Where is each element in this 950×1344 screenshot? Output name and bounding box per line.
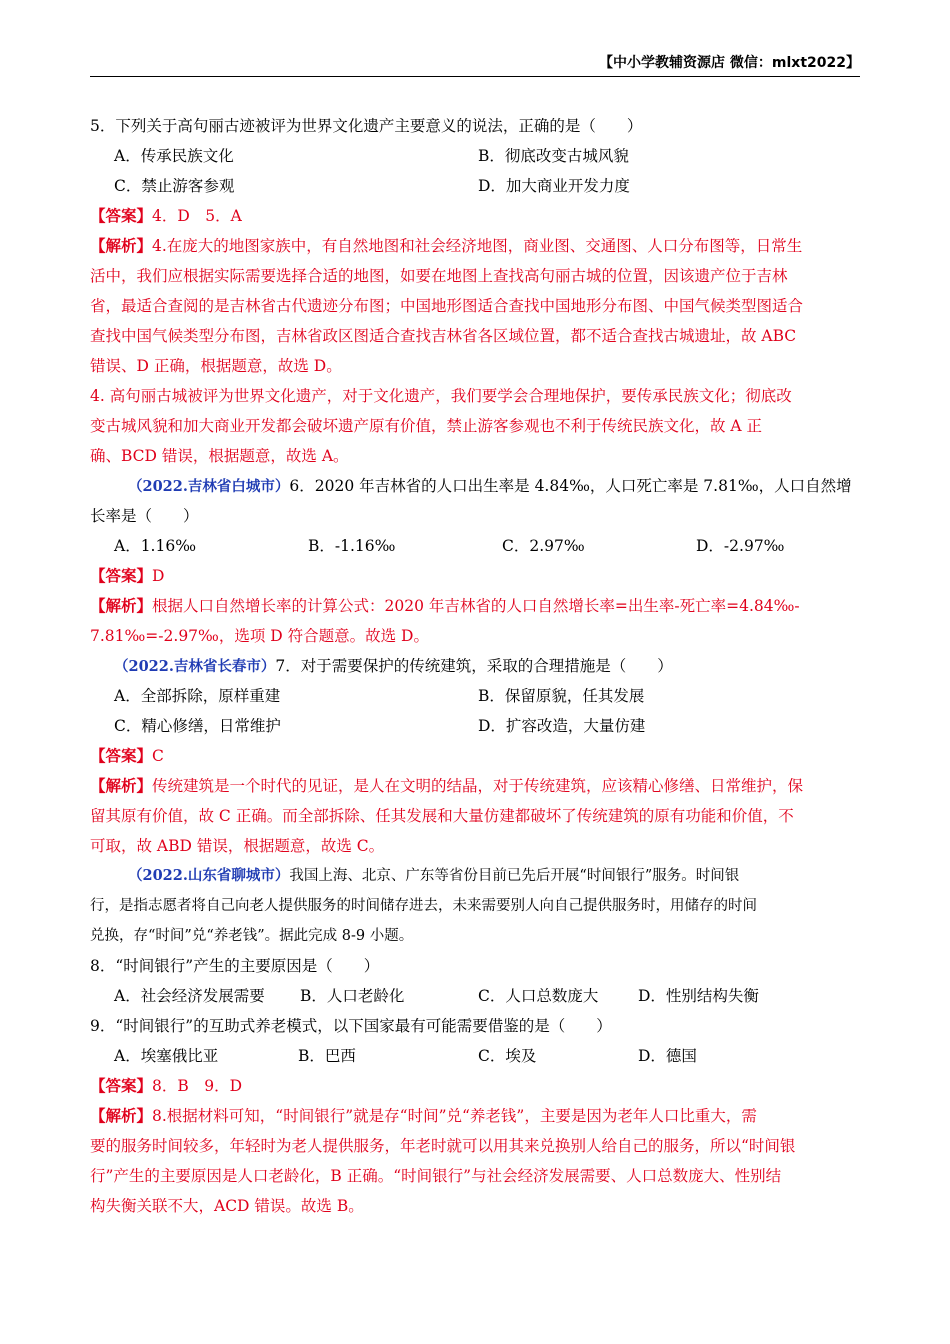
question-7-stem-line [90,651,862,681]
answer-tag: 【答案】 [90,1076,153,1095]
page-header: 【中小学教辅资源店 微信：mlxt2022】 [599,55,860,71]
explanation-tag: 【解析】 [90,236,153,255]
answer-text: 4．D 5．A [152,207,242,225]
question-9-option-d: D．德国 [638,1047,697,1065]
question-7-option-c: C．精心修缮，日常维护 [114,717,281,735]
question-5-option-c: C．禁止游客参观 [114,177,235,195]
explanation-7-line-2: 留其原有价值，故 C 正确。而全部拆除、任其发展和大量仿建都破坏了传统建筑的原有功能和价值，不 [90,807,794,825]
answer-6 [90,561,862,591]
explanation-text: 8.根据材料可知，“时间银行”就是存“时间”兑“养老钱”，主要是因为老年人口比重大，需 [152,1107,757,1125]
explanation-7-line-3: 可取，故 ABD 错误，根据题意，故选 C。 [90,837,385,855]
explanation-4-line-1 [90,231,862,261]
question-8-option-b: B．人口老龄化 [300,987,405,1005]
question-8-option-a: A．社会经济发展需要 [114,987,265,1005]
question-5-stem: 5．下列关于高句丽古迹被评为世界文化遗产主要意义的说法，正确的是（ ） [90,117,643,135]
question-5-option-d: D．加大商业开发力度 [478,177,630,195]
explanation-5-line-3: 确、BCD 错误，根据题意，故选 A。 [90,447,349,465]
question-5-options-row-2 [90,171,862,201]
explanation-4-line-2: 活中，我们应根据实际需要选择合适的地图，如要在地图上查找高句丽古城的位置，因该遗产位于吉林 [90,267,788,285]
explanation-4-line-3: 省，最适合查阅的是吉林省古代遗迹分布图；中国地形图适合查找中国地形分布图、中国气候类型图适合 [90,297,804,315]
answer-text: D [152,567,165,585]
question-5-option-a: A．传承民族文化 [114,147,234,165]
material-source: （2022.山东省聊城市） [128,867,290,884]
answer-text: 8．B 9．D [152,1077,243,1095]
explanation-5-line-1: 4. 高句丽古城被评为世界文化遗产，对于文化遗产，我们要学会合理地保护，要传承民族文化；彻底改 [90,387,792,405]
material-line-2: 行，是指志愿者将自己向老人提供服务的时间储存进去，未来需要别人向自己提供服务时，用储存的时间 [90,898,757,914]
answer-tag: 【答案】 [90,206,153,225]
explanation-text: 4.在庞大的地图家族中，有自然地图和社会经济地图，商业图、交通图、人口分布图等，日常生 [152,237,803,255]
header-rule [90,76,860,77]
question-7-option-d: D．扩容改造，大量仿建 [478,717,646,735]
question-6-source: （2022.吉林省白城市） [128,478,290,495]
question-7-option-a: A．全部拆除，原样重建 [114,687,281,705]
material-line-3: 兑换，存“时间”兑“养老钱”。据此完成 8-9 小题。 [90,928,414,944]
question-8-option-d: D．性别结构失衡 [638,987,759,1005]
question-8-options [90,981,862,1011]
explanation-5-line-2: 变古城风貌和加大商业开发都会破坏遗产原有价值，禁止游客参观也不利于传统民族文化，故 A 正 [90,417,763,435]
explanation-tag: 【解析】 [90,776,153,795]
question-9-option-b: B．巴西 [298,1047,356,1065]
question-6-stem-line-2: 长率是（ ） [90,507,199,525]
document-body [90,111,862,1221]
question-5-option-b: B．彻底改变古城风貌 [478,147,629,165]
explanation-8-line-3: 行”产生的主要原因是人口老龄化，B 正确。“时间银行”与社会经济发展需要、人口总数庞大、性别结 [90,1167,782,1185]
answer-text: C [152,747,164,765]
question-9-option-a: A．埃塞俄比亚 [114,1047,219,1065]
question-6-stem: 6．2020 年吉林省的人口出生率是 4.84‰，人口死亡率是 7.81‰，人口自然增 [289,477,852,495]
explanation-text: 传统建筑是一个时代的见证，是人在文明的结晶，对于传统建筑，应该精心修缮、日常维护，保 [152,777,804,795]
material-line-1 [90,861,862,891]
question-7-stem: 7．对于需要保护的传统建筑，采取的合理措施是（ ） [275,657,673,675]
question-6-option-b: B．-1.16‰ [308,537,396,555]
question-6-option-a: A．1.16‰ [114,537,197,555]
explanation-8-line-1 [90,1101,862,1131]
question-6-options [90,531,862,561]
explanation-6-line-1 [90,591,862,621]
answer-tag: 【答案】 [90,746,153,765]
explanation-8-line-2: 要的服务时间较多，年轻时为老人提供服务，年老时就可以用其来兑换别人给自己的服务，所以“时间银 [90,1137,796,1155]
question-6-option-c: C．2.97‰ [502,537,585,555]
explanation-4-line-5: 错误、D 正确，根据题意，故选 D。 [90,357,342,375]
question-9-stem: 9．“时间银行”的互助式养老模式，以下国家最有可能需要借鉴的是（ ） [90,1017,612,1035]
answer-8-9 [90,1071,862,1101]
question-5-options-row-1 [90,141,862,171]
answer-7 [90,741,862,771]
material-text: 我国上海、北京、广东等省份目前已先后开展“时间银行”服务。时间银 [289,868,740,884]
question-9-options [90,1041,862,1071]
question-6-option-d: D．-2.97‰ [696,537,785,555]
answer-tag: 【答案】 [90,566,153,585]
question-7-options-row-2 [90,711,862,741]
explanation-8-line-4: 构失衡关联不大，ACD 错误。故选 B。 [90,1197,364,1215]
explanation-4-line-4: 查找中国气候类型分布图，吉林省政区图适合查找吉林省各区域位置，都不适合查找古城遗址，故 ABC [90,327,797,345]
explanation-6-line-2: 7.81‰=-2.97‰，选项 D 符合题意。故选 D。 [90,627,429,645]
explanation-text: 根据人口自然增长率的计算公式：2020 年吉林省的人口自然增长率=出生率-死亡率=4.84‰- [152,597,800,615]
question-8-stem: 8．“时间银行”产生的主要原因是（ ） [90,957,380,975]
question-7-options-row-1 [90,681,862,711]
explanation-7-line-1 [90,771,862,801]
question-9-option-c: C．埃及 [478,1047,537,1065]
question-7-option-b: B．保留原貌，任其发展 [478,687,645,705]
question-8-option-c: C．人口总数庞大 [478,987,599,1005]
question-7-source: （2022.吉林省长春市） [114,658,276,675]
explanation-tag: 【解析】 [90,596,153,615]
explanation-tag: 【解析】 [90,1106,153,1125]
question-6-stem-line-1 [90,471,862,501]
answer-4-5 [90,201,862,231]
